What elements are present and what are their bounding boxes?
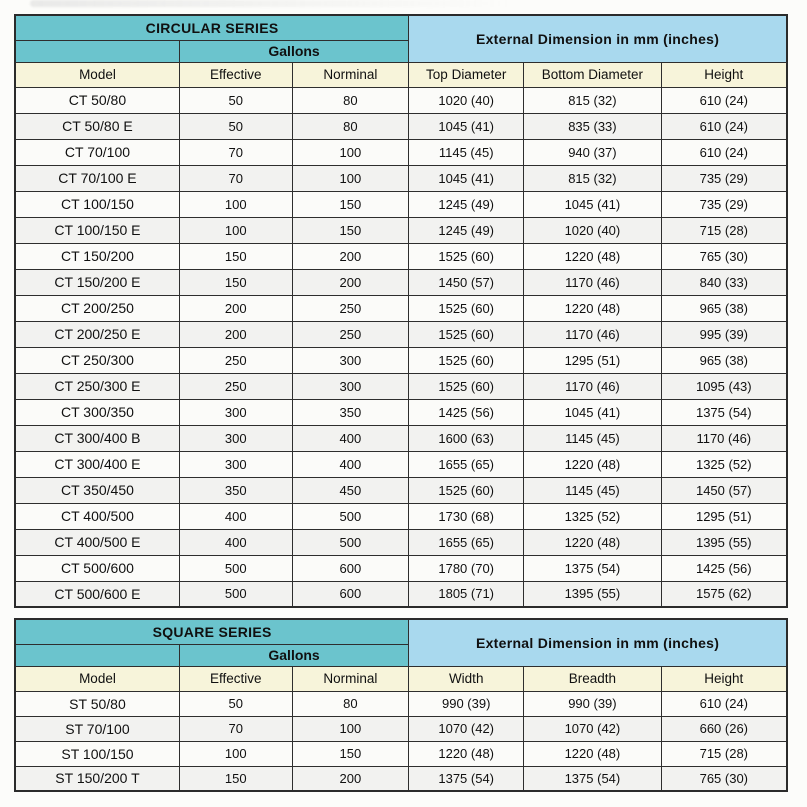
value-cell: 610 (24) [661, 139, 787, 165]
value-cell: 1375 (54) [409, 766, 524, 791]
col-header-top-diameter: Top Diameter [409, 62, 524, 87]
value-cell: 70 [179, 165, 292, 191]
value-cell: 735 (29) [661, 165, 787, 191]
table-row [15, 269, 787, 295]
value-cell: 1375 (54) [524, 766, 661, 791]
value-cell: 1145 (45) [524, 425, 661, 451]
value-cell: 250 [292, 321, 409, 347]
value-cell: 150 [179, 766, 292, 791]
value-cell: 735 (29) [661, 191, 787, 217]
value-cell: 1655 (65) [409, 529, 524, 555]
table-row [15, 295, 787, 321]
value-cell: 1220 (48) [524, 243, 661, 269]
value-cell: 1220 (48) [524, 529, 661, 555]
value-cell: 610 (24) [661, 113, 787, 139]
value-cell: 1245 (49) [409, 217, 524, 243]
value-cell: 1045 (41) [524, 399, 661, 425]
square-series-body [15, 691, 787, 791]
value-cell: 70 [179, 716, 292, 741]
value-cell: 1220 (48) [524, 741, 661, 766]
model-cell: CT 50/80 E [15, 113, 179, 139]
value-cell: 200 [292, 243, 409, 269]
value-cell: 600 [292, 555, 409, 581]
value-cell: 500 [292, 503, 409, 529]
value-cell: 1095 (43) [661, 373, 787, 399]
value-cell: 350 [292, 399, 409, 425]
square-gallons-header: Gallons [179, 644, 408, 666]
value-cell: 1220 (48) [524, 451, 661, 477]
square-series-table [14, 618, 788, 792]
value-cell: 1730 (68) [409, 503, 524, 529]
circular-series-title: CIRCULAR SERIES [15, 15, 409, 40]
square-series-title: SQUARE SERIES [15, 619, 409, 644]
model-cell: CT 200/250 [15, 295, 179, 321]
value-cell: 100 [179, 741, 292, 766]
value-cell: 1170 (46) [524, 373, 661, 399]
col-header-norminal: Norminal [292, 666, 409, 691]
value-cell: 610 (24) [661, 87, 787, 113]
model-cell: CT 250/300 [15, 347, 179, 373]
value-cell: 1395 (55) [524, 581, 661, 607]
circular-series-body [15, 87, 787, 607]
table-gap [14, 608, 788, 618]
value-cell: 1600 (63) [409, 425, 524, 451]
value-cell: 500 [179, 581, 292, 607]
value-cell: 1450 (57) [409, 269, 524, 295]
table-row [15, 321, 787, 347]
value-cell: 400 [292, 425, 409, 451]
value-cell: 1220 (48) [409, 741, 524, 766]
square-blank-header-cell [15, 644, 179, 666]
value-cell: 250 [292, 295, 409, 321]
circular-gallons-header: Gallons [179, 40, 408, 62]
value-cell: 450 [292, 477, 409, 503]
value-cell: 1020 (40) [524, 217, 661, 243]
table-row [15, 503, 787, 529]
model-cell: CT 100/150 [15, 191, 179, 217]
circular-blank-header-cell [15, 40, 179, 62]
table-row [15, 217, 787, 243]
model-cell: CT 70/100 E [15, 165, 179, 191]
value-cell: 80 [292, 691, 409, 716]
value-cell: 100 [292, 716, 409, 741]
table-row [15, 373, 787, 399]
value-cell: 600 [292, 581, 409, 607]
model-cell: CT 150/200 E [15, 269, 179, 295]
value-cell: 200 [292, 766, 409, 791]
table-row [15, 555, 787, 581]
model-cell: CT 150/200 [15, 243, 179, 269]
value-cell: 1325 (52) [661, 451, 787, 477]
value-cell: 1170 (46) [524, 269, 661, 295]
value-cell: 1070 (42) [409, 716, 524, 741]
value-cell: 1395 (55) [661, 529, 787, 555]
table-row [15, 741, 787, 766]
value-cell: 150 [292, 191, 409, 217]
table-row [15, 691, 787, 716]
value-cell: 1295 (51) [661, 503, 787, 529]
spec-sheet [14, 14, 788, 792]
table-row [15, 451, 787, 477]
value-cell: 990 (39) [524, 691, 661, 716]
col-header-effective: Effective [179, 666, 292, 691]
value-cell: 1045 (41) [409, 165, 524, 191]
value-cell: 815 (32) [524, 165, 661, 191]
table-row [15, 529, 787, 555]
table-row [15, 87, 787, 113]
model-cell: CT 50/80 [15, 87, 179, 113]
value-cell: 50 [179, 691, 292, 716]
value-cell: 500 [292, 529, 409, 555]
table-row [15, 477, 787, 503]
value-cell: 1170 (46) [524, 321, 661, 347]
table-row [15, 581, 787, 607]
value-cell: 1780 (70) [409, 555, 524, 581]
value-cell: 1805 (71) [409, 581, 524, 607]
value-cell: 1045 (41) [524, 191, 661, 217]
square-dimension-header: External Dimension in mm (inches) [409, 619, 787, 666]
value-cell: 1375 (54) [524, 555, 661, 581]
col-header-breadth: Breadth [524, 666, 661, 691]
value-cell: 765 (30) [661, 766, 787, 791]
value-cell: 1375 (54) [661, 399, 787, 425]
value-cell: 100 [179, 217, 292, 243]
value-cell: 80 [292, 87, 409, 113]
value-cell: 1655 (65) [409, 451, 524, 477]
value-cell: 100 [292, 139, 409, 165]
value-cell: 100 [179, 191, 292, 217]
col-header-height: Height [661, 62, 787, 87]
value-cell: 1295 (51) [524, 347, 661, 373]
value-cell: 1145 (45) [524, 477, 661, 503]
value-cell: 1045 (41) [409, 113, 524, 139]
value-cell: 100 [292, 165, 409, 191]
value-cell: 990 (39) [409, 691, 524, 716]
value-cell: 300 [179, 451, 292, 477]
value-cell: 1170 (46) [661, 425, 787, 451]
value-cell: 400 [179, 529, 292, 555]
value-cell: 840 (33) [661, 269, 787, 295]
value-cell: 150 [292, 217, 409, 243]
value-cell: 500 [179, 555, 292, 581]
scan-smudge-artifact [30, 0, 510, 7]
model-cell: CT 300/400 E [15, 451, 179, 477]
value-cell: 300 [292, 373, 409, 399]
table-row [15, 716, 787, 741]
square-series-header [15, 619, 787, 691]
model-cell: ST 100/150 [15, 741, 179, 766]
value-cell: 1425 (56) [661, 555, 787, 581]
model-cell: CT 250/300 E [15, 373, 179, 399]
value-cell: 1145 (45) [409, 139, 524, 165]
value-cell: 835 (33) [524, 113, 661, 139]
table-row [15, 191, 787, 217]
circular-series-table [14, 14, 788, 608]
value-cell: 400 [292, 451, 409, 477]
value-cell: 965 (38) [661, 347, 787, 373]
model-cell: ST 150/200 T [15, 766, 179, 791]
table-row [15, 165, 787, 191]
value-cell: 815 (32) [524, 87, 661, 113]
table-row [15, 139, 787, 165]
value-cell: 1450 (57) [661, 477, 787, 503]
col-header-bottom-diameter: Bottom Diameter [524, 62, 661, 87]
value-cell: 300 [179, 399, 292, 425]
model-cell: CT 400/500 [15, 503, 179, 529]
value-cell: 715 (28) [661, 217, 787, 243]
value-cell: 965 (38) [661, 295, 787, 321]
value-cell: 1525 (60) [409, 295, 524, 321]
value-cell: 1070 (42) [524, 716, 661, 741]
value-cell: 1525 (60) [409, 347, 524, 373]
col-header-model: Model [15, 666, 179, 691]
model-cell: CT 300/350 [15, 399, 179, 425]
model-cell: CT 500/600 [15, 555, 179, 581]
model-cell: CT 350/450 [15, 477, 179, 503]
value-cell: 250 [179, 373, 292, 399]
value-cell: 50 [179, 113, 292, 139]
table-row [15, 425, 787, 451]
value-cell: 765 (30) [661, 243, 787, 269]
table-row [15, 766, 787, 791]
table-row [15, 243, 787, 269]
value-cell: 715 (28) [661, 741, 787, 766]
model-cell: CT 400/500 E [15, 529, 179, 555]
model-cell: CT 200/250 E [15, 321, 179, 347]
model-cell: ST 70/100 [15, 716, 179, 741]
value-cell: 610 (24) [661, 691, 787, 716]
col-header-width: Width [409, 666, 524, 691]
value-cell: 940 (37) [524, 139, 661, 165]
value-cell: 1325 (52) [524, 503, 661, 529]
col-header-model: Model [15, 62, 179, 87]
model-cell: CT 300/400 B [15, 425, 179, 451]
value-cell: 1525 (60) [409, 477, 524, 503]
col-header-height: Height [661, 666, 787, 691]
model-cell: CT 500/600 E [15, 581, 179, 607]
value-cell: 150 [179, 269, 292, 295]
table-row [15, 113, 787, 139]
model-cell: ST 50/80 [15, 691, 179, 716]
value-cell: 80 [292, 113, 409, 139]
value-cell: 1425 (56) [409, 399, 524, 425]
value-cell: 1575 (62) [661, 581, 787, 607]
value-cell: 200 [179, 321, 292, 347]
value-cell: 50 [179, 87, 292, 113]
col-header-effective: Effective [179, 62, 292, 87]
value-cell: 150 [292, 741, 409, 766]
value-cell: 1525 (60) [409, 243, 524, 269]
value-cell: 995 (39) [661, 321, 787, 347]
value-cell: 1220 (48) [524, 295, 661, 321]
value-cell: 1020 (40) [409, 87, 524, 113]
value-cell: 350 [179, 477, 292, 503]
value-cell: 1245 (49) [409, 191, 524, 217]
circular-series-header [15, 15, 787, 87]
table-row [15, 399, 787, 425]
value-cell: 70 [179, 139, 292, 165]
value-cell: 660 (26) [661, 716, 787, 741]
col-header-norminal: Norminal [292, 62, 409, 87]
table-row [15, 347, 787, 373]
value-cell: 400 [179, 503, 292, 529]
circular-dimension-header: External Dimension in mm (inches) [409, 15, 787, 62]
value-cell: 150 [179, 243, 292, 269]
value-cell: 200 [179, 295, 292, 321]
value-cell: 1525 (60) [409, 373, 524, 399]
value-cell: 1525 (60) [409, 321, 524, 347]
value-cell: 300 [292, 347, 409, 373]
value-cell: 200 [292, 269, 409, 295]
model-cell: CT 70/100 [15, 139, 179, 165]
model-cell: CT 100/150 E [15, 217, 179, 243]
value-cell: 300 [179, 425, 292, 451]
value-cell: 250 [179, 347, 292, 373]
